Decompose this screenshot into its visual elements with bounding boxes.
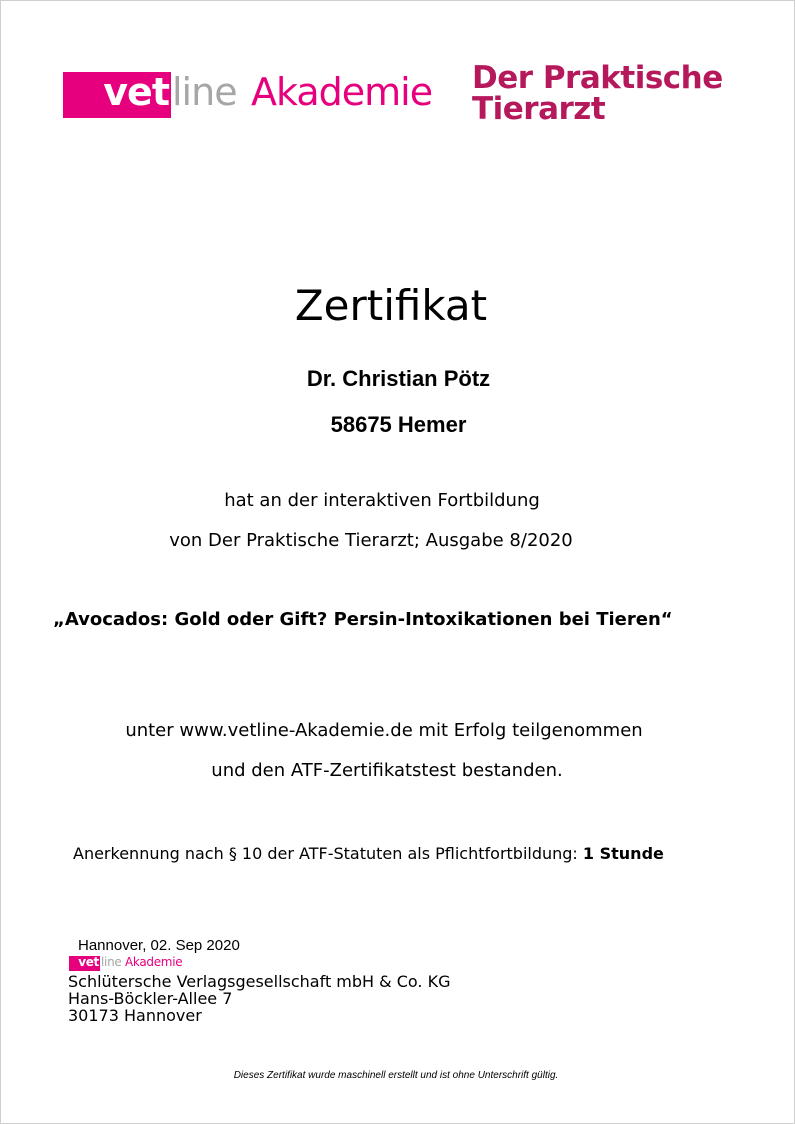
intro-line-2: von Der Praktische Tierarzt; Ausgabe 8/2020 [169,530,573,551]
logo-akademie-text: Akademie [251,70,433,114]
certificate-title: Zertifikat [294,281,488,330]
small-logo-vet-text: vet [78,955,99,969]
completion-line-1: unter www.vetline-Akademie.de mit Erfolg teilgenommen [125,720,643,741]
small-logo-vet-box [69,956,100,971]
intro-line-1: hat an der interaktiven Fortbildung [224,490,540,511]
publication-line-1: Der Praktische [472,60,723,96]
publication-logo [472,60,723,127]
recognition-hours: 1 Stunde [582,844,664,863]
recipient-name: Dr. Christian Pötz [306,366,491,391]
small-logo-line-text: line [101,955,122,969]
issuer-street: Hans-Böckler-Allee 7 [68,989,233,1008]
recipient-city: 58675 Hemer [330,412,467,437]
logo-vet-text: vet [103,70,169,114]
footer-note: Dieses Zertifikat wurde maschinell erstellt und ist ohne Unterschrift gültig. [233,1070,559,1081]
course-topic: „Avocados: Gold oder Gift? Persin-Intoxikationen bei Tieren“ [53,609,673,630]
issuer-company: Schlütersche Verlagsgesellschaft mbH & Co. KG [68,972,451,991]
logo-line-text: line [172,70,237,114]
issuer-city: 30173 Hannover [68,1006,202,1025]
completion-line-2: und den ATF-Zertifikatstest bestanden. [211,760,563,781]
logo-vet-box [63,72,171,118]
recognition-statement [73,844,664,863]
publication-line-2: Tierarzt [472,91,606,127]
small-logo-akademie-text: Akademie [125,955,183,969]
place-date: Hannover, 02. Sep 2020 [78,937,240,954]
recognition-text: Anerkennung nach § 10 der ATF-Statuten als Pflichtfortbildung: [73,844,583,863]
